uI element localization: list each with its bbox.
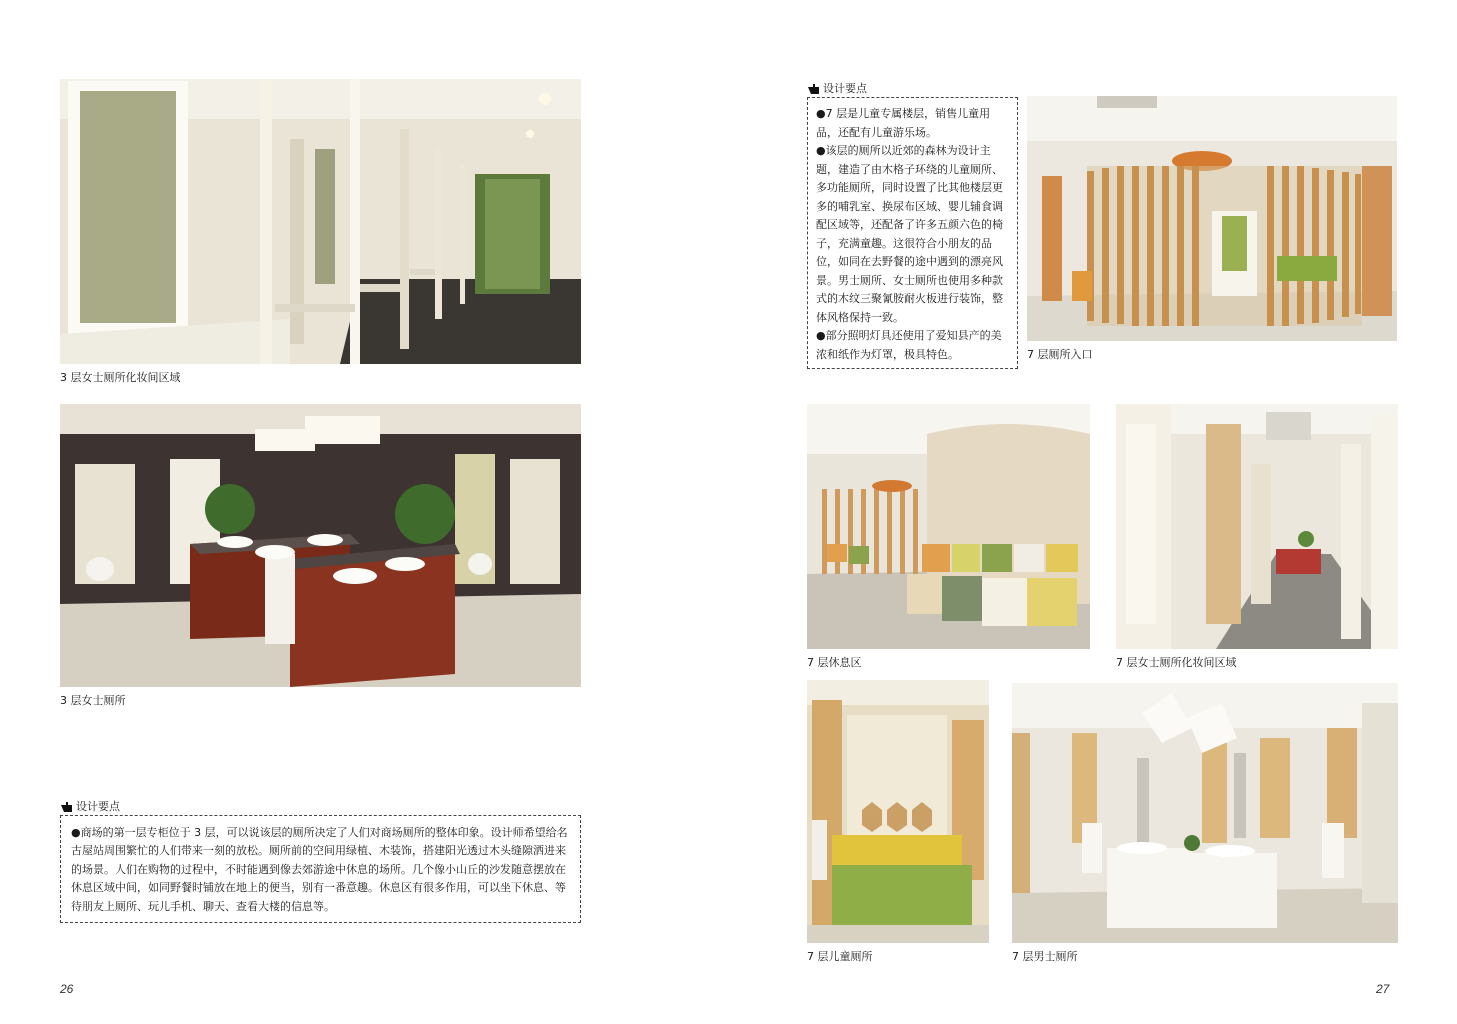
caption-3f-womens-toilet: 3 层女士厕所 — [60, 694, 126, 707]
pointing-hand-icon — [807, 82, 820, 95]
pointing-hand-icon — [60, 800, 73, 813]
design-points-box-right — [807, 97, 1018, 369]
design-points-item: ●部分照明灯具还使用了爱知县产的美浓和纸作为灯罩，极具特色。 — [816, 329, 1002, 361]
caption-3f-womens-makeup-area: 3 层女士厕所化妆间区域 — [60, 371, 181, 384]
caption-7f-womens-makeup-area: 7 层女士厕所化妆间区域 — [1116, 656, 1237, 669]
caption-7f-toilet-entrance: 7 层厕所入口 — [1027, 348, 1093, 361]
photo-7f-toilet-entrance — [1027, 96, 1397, 341]
caption-7f-rest-area: 7 层休息区 — [807, 656, 862, 669]
caption-7f-mens-toilet: 7 层男士厕所 — [1012, 950, 1078, 963]
design-points-text: ●商场的第一层专柜位于 3 层，可以说该层的厕所决定了人们对商场厕所的整体印象。设计师希望给名古屋站周围繁忙的人们带来一刻的放松。厕所前的空间用绿植、木装饰，搭建阳光透过木头缝隙洒进来的场景。人们在购物的过程中，不时能遇到像去郊游途中休息的场所。几个像小山丘的沙发随意摆放在休息区域中间，如同野餐时铺放在地上的便当，别有一番意趣。休息区有很多作用，可以坐下休息、等待朋友上厕所、玩儿手机、聊天、查看大楼的信息等。 — [71, 826, 568, 913]
design-points-item: ●7 层是儿童专属楼层，销售儿童用品，还配有儿童游乐场。 — [816, 107, 991, 139]
photo-7f-mens-toilet — [1012, 683, 1398, 943]
caption-7f-kids-toilet: 7 层儿童厕所 — [807, 950, 873, 963]
design-points-heading-text: 设计要点 — [76, 800, 120, 813]
photo-3f-womens-makeup-area — [60, 79, 581, 364]
design-points-heading-right — [807, 80, 867, 96]
design-points-item: ●该层的厕所以近郊的森林为设计主题，建造了由木格子环绕的儿童厕所、多功能厕所，同时设置了比其他楼层更多的哺乳室、换尿布区域、婴儿辅食调配区域等，还配备了许多五颜六色的椅子，充满童趣。这很符合小朋友的品位，如同在去野餐的途中遇到的漂亮风景。男士厕所、女士厕所也使用多种款式的木纹三聚氰胺耐火板进行装饰，整体风格保持一致。 — [816, 144, 1003, 324]
design-points-box-left — [60, 815, 581, 923]
photo-7f-rest-area — [807, 404, 1090, 649]
page-number-right: 27 — [1376, 982, 1390, 996]
photo-3f-womens-toilet — [60, 404, 581, 687]
design-points-heading-text: 设计要点 — [823, 82, 867, 95]
photo-7f-kids-toilet — [807, 680, 989, 943]
design-points-heading-left — [60, 798, 120, 814]
page-number-left: 26 — [60, 982, 74, 996]
photo-7f-womens-makeup-area — [1116, 404, 1398, 649]
